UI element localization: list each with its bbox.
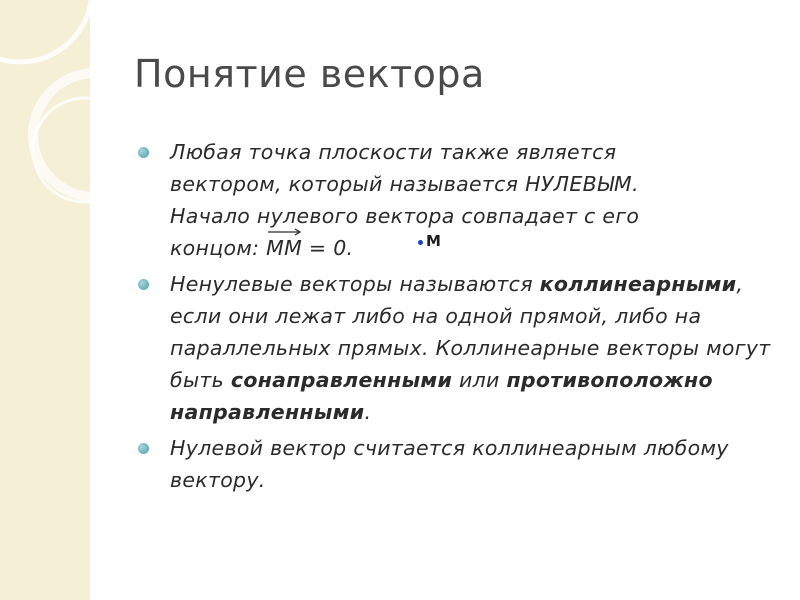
bullet-2-text-or: или	[452, 368, 507, 392]
bullet-dot-icon	[138, 147, 149, 158]
point-m-dot	[418, 240, 423, 245]
bullet-2-text-middle: , если они лежат либо на одной прямой, либо на параллельных прямых. Коллинеарные векторы могут быть	[170, 272, 771, 392]
bullet-dot-icon	[138, 443, 149, 454]
bullet-item-zero-collinear	[134, 432, 774, 496]
term-opposite-directed: противоположно направленными	[170, 368, 713, 424]
vector-mm	[266, 232, 302, 264]
bullet-1-line-3: Начало нулевого вектора совпадает с его	[170, 204, 640, 228]
bullet-list	[134, 136, 774, 500]
slide-title: Понятие вектора	[134, 52, 485, 96]
bullet-item-zero-vector	[134, 136, 774, 264]
vector-mm-label: ММ	[266, 236, 303, 260]
vector-arrow-icon	[266, 228, 304, 236]
bullet-1-line-2: вектором, который называется НУЛЕВЫМ.	[170, 172, 639, 196]
point-m-label: М	[426, 232, 441, 250]
decorative-side-panel	[0, 0, 90, 600]
bullet-2-text-start: Ненулевые векторы называются	[170, 272, 540, 296]
bullet-1-line-4-suffix: = 0.	[302, 236, 354, 260]
bullet-1-line-1: Любая точка плоскости также является	[170, 140, 617, 164]
bullet-1-line-4-prefix: концом:	[170, 236, 267, 260]
decorative-circles	[0, 0, 90, 600]
term-collinear: коллинеарными	[539, 272, 737, 296]
bullet-3-text: Нулевой вектор считается коллинеарным любому вектору.	[170, 436, 729, 492]
bullet-item-collinear	[134, 268, 774, 428]
term-codirected: сонаправленными	[230, 368, 453, 392]
bullet-2-text-end: .	[364, 400, 372, 424]
bullet-dot-icon	[138, 279, 149, 290]
